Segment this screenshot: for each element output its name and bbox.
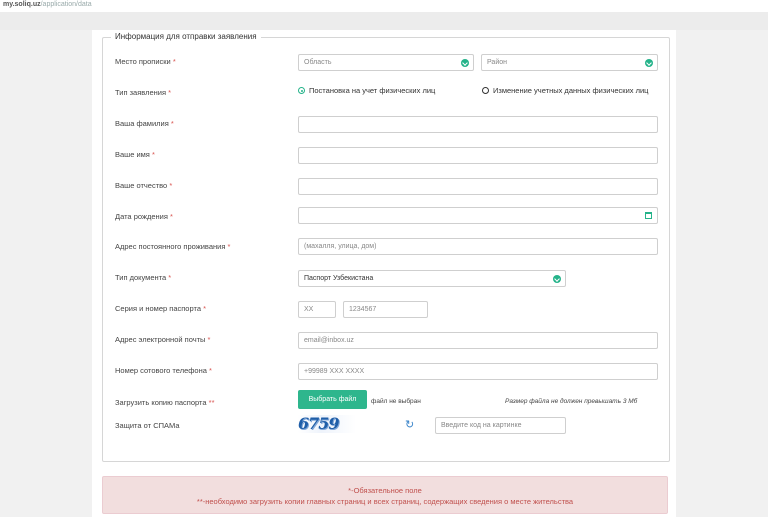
required-fields-notice <box>102 476 668 514</box>
surname-input[interactable] <box>298 116 658 133</box>
birth-date-input[interactable] <box>298 207 658 224</box>
phone-row <box>103 361 669 381</box>
radio-change-data-label: Изменение учетных данных физических лиц <box>493 86 649 95</box>
captcha-row <box>103 416 669 436</box>
captcha-label: Защита от СПАМа <box>115 421 180 430</box>
region-select[interactable] <box>298 54 474 71</box>
residence-row <box>103 52 669 72</box>
passport-series-input[interactable]: XX <box>298 301 336 318</box>
name-input[interactable] <box>298 147 658 164</box>
district-select[interactable] <box>481 54 658 71</box>
passport-row <box>103 299 669 319</box>
application-type-row <box>103 83 669 103</box>
document-type-row <box>103 268 669 288</box>
application-form <box>102 32 670 462</box>
radio-registration-label: Постановка на учет физических лиц <box>309 86 436 95</box>
url-path: /application/data <box>40 1 92 8</box>
patronymic-input[interactable] <box>298 178 658 195</box>
notice-upload-line: **-необходимо загрузить копии главных страниц и всех страниц, содержащих сведения о месте жительства <box>196 497 574 506</box>
region-select-value: Область <box>304 59 332 66</box>
radio-unselected-icon <box>482 87 489 94</box>
file-size-note: Размер файла не должен превышать 3 Мб <box>505 398 638 405</box>
calendar-icon[interactable] <box>645 212 652 219</box>
passport-number-input[interactable]: 1234567 <box>343 301 428 318</box>
browser-url-bar[interactable] <box>0 0 768 12</box>
radio-selected-icon <box>298 87 305 94</box>
email-row <box>103 330 669 350</box>
surname-label: Ваша фамилия * <box>115 119 174 128</box>
surname-row <box>103 114 669 134</box>
address-row <box>103 237 669 257</box>
radio-change-data[interactable] <box>482 86 648 95</box>
file-status: файл не выбран <box>371 398 421 405</box>
patronymic-row <box>103 176 669 196</box>
address-input[interactable]: (махалля, улица, дом) <box>298 238 658 255</box>
patronymic-label: Ваше отчество * <box>115 181 173 190</box>
name-label: Ваше имя * <box>115 150 155 159</box>
residence-label: Место прописки * <box>115 57 176 66</box>
notice-required-line: *-Обязательное поле <box>348 486 422 495</box>
name-row <box>103 145 669 165</box>
application-type-label: Тип заявления * <box>115 88 172 97</box>
document-type-value: Паспорт Узбекистана <box>304 275 374 282</box>
chevron-down-icon <box>645 59 653 67</box>
radio-registration[interactable] <box>298 86 435 95</box>
email-label: Адрес электронной почты * <box>115 335 211 344</box>
upload-row <box>103 393 669 413</box>
address-label: Адрес постоянного проживания * <box>115 242 231 251</box>
chevron-down-icon <box>553 275 561 283</box>
application-page <box>92 30 676 517</box>
top-strip <box>0 12 768 30</box>
captcha-input[interactable]: Введите код на картинке <box>435 417 566 434</box>
url-domain: my.soliq.uz <box>3 1 41 8</box>
district-select-value: Район <box>487 59 507 66</box>
upload-label: Загрузить копию паспорта ** <box>115 398 215 407</box>
refresh-icon[interactable]: ↻ <box>405 419 415 431</box>
choose-file-button[interactable]: Выбрать файл <box>298 390 367 409</box>
chevron-down-icon <box>461 59 469 67</box>
captcha-image: 6759 <box>298 415 356 433</box>
email-input[interactable]: email@inbox.uz <box>298 332 658 349</box>
birth-date-label: Дата рождения * <box>115 212 173 221</box>
phone-label: Номер сотового телефона * <box>115 366 212 375</box>
document-type-select[interactable] <box>298 270 566 287</box>
phone-input[interactable]: +99989 XXX XXXX <box>298 363 658 380</box>
passport-label: Серия и номер паспорта * <box>115 304 207 313</box>
document-type-label: Тип документа * <box>115 273 172 282</box>
form-legend: Информация для отправки заявления <box>111 32 261 41</box>
birth-date-row <box>103 207 669 227</box>
